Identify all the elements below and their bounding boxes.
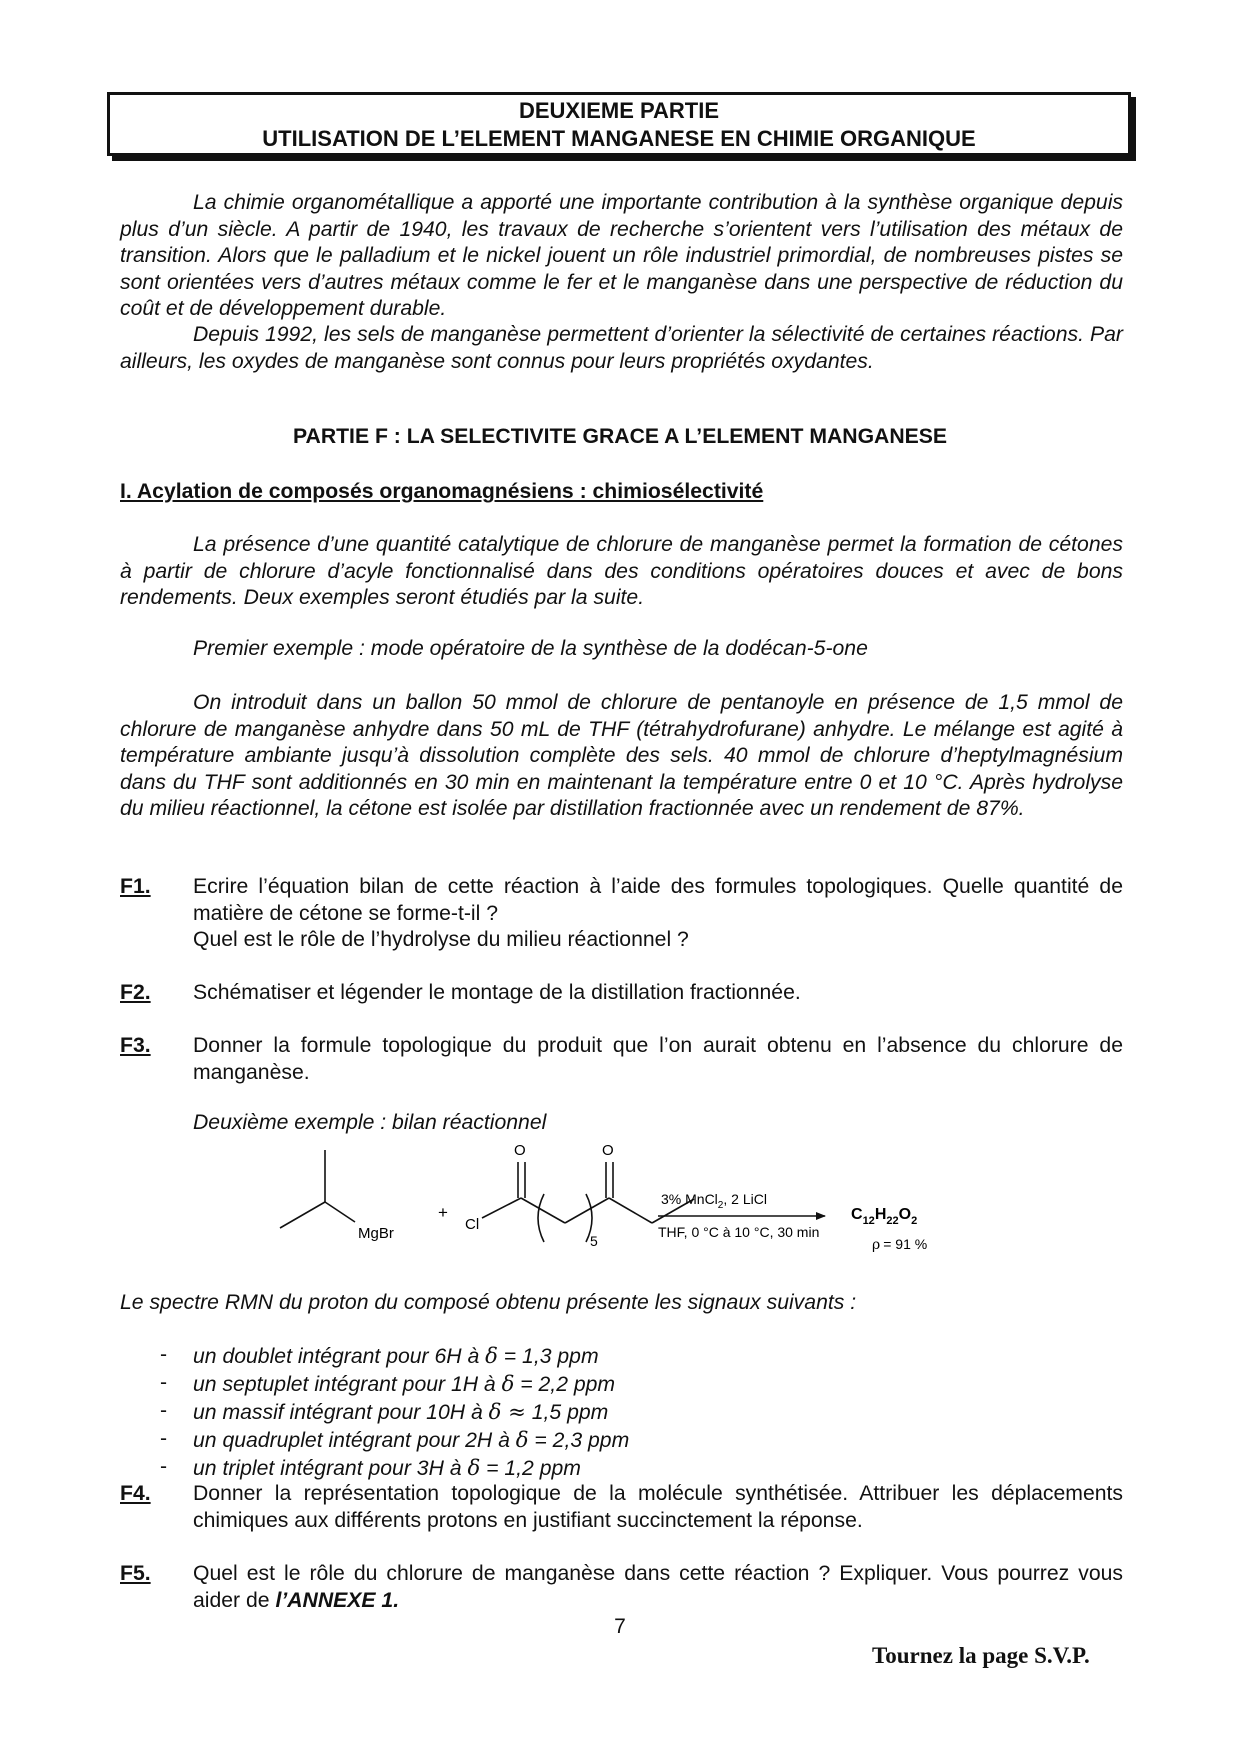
question-f2-label: F2. bbox=[120, 981, 151, 1004]
nmr-signal-dash: - bbox=[160, 1427, 168, 1450]
product-formula: $C_{12}H_{22}O_2$ bbox=[851, 1206, 918, 1227]
section-title: I. Acylation de composés organomagnésiens : chimiosélectivité bbox=[120, 480, 764, 503]
cl-label: Cl bbox=[465, 1216, 480, 1233]
reaction-arrow bbox=[658, 1212, 826, 1220]
nmr-signal: un quadruplet intégrant pour 2H à δ = 2,3 ppm bbox=[193, 1427, 630, 1452]
question-f5-text: Quel est le rôle du chlorure de manganèse dans cette réaction ? Expliquer. Vous pourrez vous aider de l’ANNEXE 1. bbox=[193, 1562, 1123, 1612]
nmr-signal-dash: - bbox=[160, 1455, 168, 1478]
repeat-count: 5 bbox=[590, 1233, 598, 1249]
question-f4-text: Donner la représentation topologique de la molécule synthétisée. Attribuer les déplacements chimiques aux différents protons en justifiant succinctement la réponse. bbox=[193, 1482, 1123, 1532]
question-f3-text: Donner la formule topologique du produit que l’on aurait obtenu en l’absence du chlorure de manganèse. bbox=[193, 1034, 1123, 1084]
example1-title: Premier exemple : mode opératoire de la synthèse de la dodécan-5-one bbox=[193, 637, 868, 660]
nmr-signal-dash: - bbox=[160, 1343, 168, 1366]
question-f1-text: Ecrire l’équation bilan de cette réaction à l’aide des formules topologiques. Quelle quantité de matière de cétone se forme-t-il ? bbox=[193, 875, 1123, 925]
question-f1-label: F1. bbox=[120, 875, 151, 898]
oxygen-2-label: O bbox=[602, 1142, 614, 1159]
isopropyl-grignard-structure bbox=[280, 1150, 355, 1228]
nmr-signal-dash: - bbox=[160, 1371, 168, 1394]
plus-sign: + bbox=[438, 1203, 448, 1222]
mgbr-label: MgBr bbox=[358, 1225, 394, 1242]
page-number: 7 bbox=[614, 1615, 626, 1638]
intro-paragraph-1: La chimie organométallique a apporté une importante contribution à la synthèse organique depuis plus d’un siècle. A partir de 1940, les travaux de recherche s’orientent vers l’utilisation des métaux de transition. Alors que le palladium et le nickel jouent un rôle industriel primordial, de nombreuses pistes se sont orientées vers d’autres métaux comme le fer et le manganèse dans une perspective de réduction du coût et de développement durable. bbox=[120, 191, 1123, 320]
oxygen-1-label: O bbox=[514, 1142, 526, 1159]
nmr-signal: un doublet intégrant pour 6H à δ = 1,3 ppm bbox=[193, 1343, 599, 1368]
part-header-box bbox=[107, 92, 1131, 156]
question-f3-label: F3. bbox=[120, 1034, 151, 1057]
nmr-signal-dash: - bbox=[160, 1399, 168, 1422]
intro-paragraph-2: Depuis 1992, les sels de manganèse permettent d’orienter la sélectivité de certaines réactions. Par ailleurs, les oxydes de manganèse sont connus pour leurs propriétés oxydantes. bbox=[120, 323, 1123, 373]
nmr-intro: Le spectre RMN du proton du composé obtenu présente les signaux suivants : bbox=[120, 1291, 857, 1314]
product-yield: ρ = 91 % bbox=[872, 1236, 928, 1253]
example1-text: On introduit dans un ballon 50 mmol de chlorure de pentanoyle en présence de 1,5 mmol de chlorure de manganèse anhydre dans 50 mL de THF (tétrahydrofurane) anhydre. Le mélange est agité à température ambiante jusqu’à dissolution complète des sels. 40 mmol de chlorure d’heptylmagnésium dans du THF sont additionnés en 30 min en maintenant la température entre 0 et 10 °C. Après hydrolyse du milieu réactionnel, la cétone est isolée par distillation fractionnée avec un rendement de 87%. bbox=[120, 691, 1123, 820]
nmr-signal: un triplet intégrant pour 3H à δ = 1,2 ppm bbox=[193, 1455, 581, 1480]
section-intro: La présence d’une quantité catalytique de chlorure de manganèse permet la formation de cétones à partir de chlorure d’acyle fonctionnalisé dans des conditions opératoires douces et avec de bons rendements. Deux exemples seront étudiés par la suite. bbox=[120, 533, 1123, 609]
question-f2-text: Schématiser et légender le montage de la distillation fractionnée. bbox=[193, 981, 801, 1004]
condition-reagents: 3% MnCl$_2$, 2 LiCl bbox=[661, 1191, 767, 1211]
condition-solvent-temperature: THF, 0 °C à 10 °C, 30 min bbox=[658, 1224, 820, 1240]
annex-reference: l’ANNEXE 1. bbox=[275, 1588, 400, 1612]
nmr-signal: un massif intégrant pour 10H à δ ≈ 1,5 ppm bbox=[193, 1399, 609, 1424]
question-f5-label: F5. bbox=[120, 1562, 151, 1585]
part-header-line1: DEUXIEME PARTIE bbox=[518, 98, 720, 123]
question-f1-text-2: Quel est le rôle de l’hydrolyse du milieu réactionnel ? bbox=[193, 928, 689, 951]
part-title: PARTIE F : LA SELECTIVITE GRACE A L’ELEMENT MANGANESE bbox=[292, 425, 948, 448]
turn-page-note: Tournez la page S.V.P. bbox=[872, 1643, 1090, 1668]
nmr-signal: un septuplet intégrant pour 1H à δ = 2,2 ppm bbox=[193, 1371, 616, 1396]
example2-title: Deuxième exemple : bilan réactionnel bbox=[193, 1111, 547, 1134]
question-f4-label: F4. bbox=[120, 1482, 151, 1505]
part-header-line2: UTILISATION DE L’ELEMENT MANGANESE EN CHIMIE ORGANIQUE bbox=[262, 126, 976, 151]
reaction-scheme bbox=[260, 1138, 1060, 1268]
